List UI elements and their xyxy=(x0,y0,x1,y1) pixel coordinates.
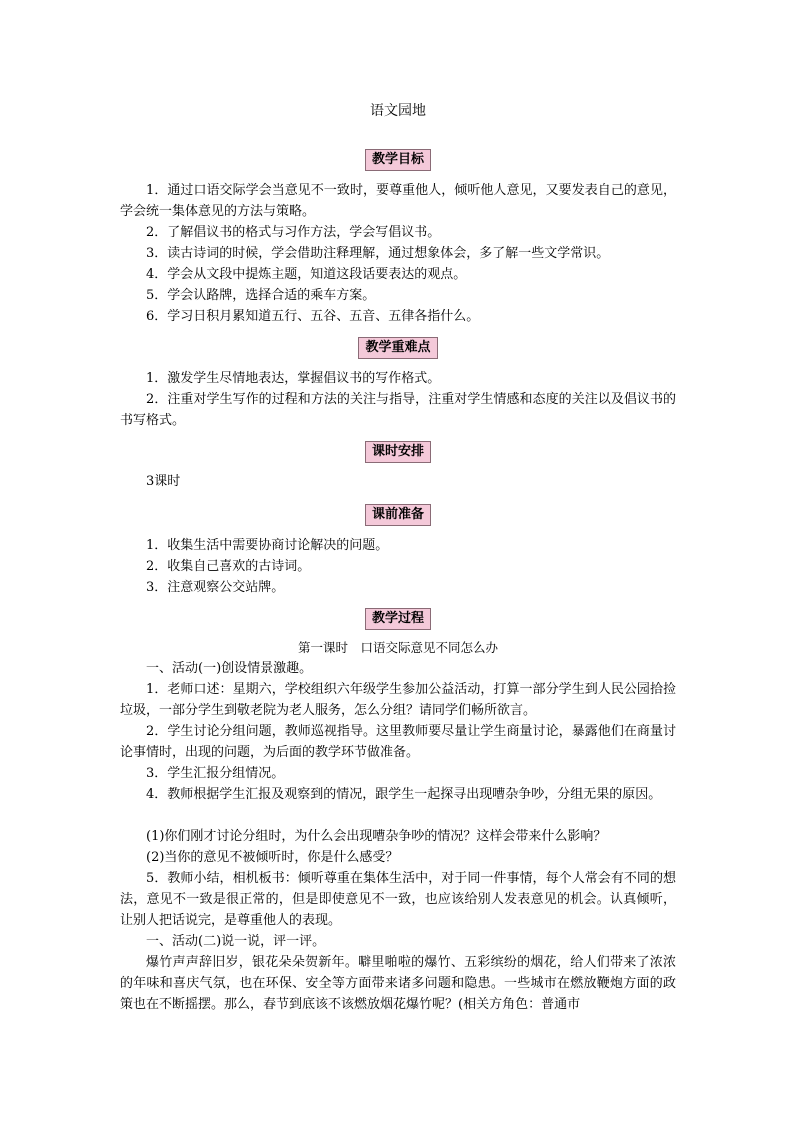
goal-item: 5．学会认路牌，选择合适的乘车方案。 xyxy=(146,288,376,303)
section-heading-schedule: 课时安排 xyxy=(120,440,676,463)
goal-item: 2．了解倡议书的格式与习作方法，学会写倡议书。 xyxy=(146,225,441,240)
process-item: 4．教师根据学生汇报及观察到的情况，跟学生一起探寻出现嘈杂争吵，分组无果的原因。 xyxy=(146,787,662,802)
prep-item: 1．收集生活中需要协商讨论解决的问题。 xyxy=(146,538,389,553)
process-item: 5．教师小结，相机板书：倾听尊重在集体生活中，对于同一件事情，每个人常会有不同的想法，意见不一致是很正常的，但是即使意见不一致，也应该给别人发表意见的机会。认真倾听，让别人把话说完，是尊重他人的表现。 xyxy=(120,871,676,928)
lesson-subtitle: 第一课时 口语交际意见不同怎么办 xyxy=(297,640,498,655)
goal-item: 6．学习日积月累知道五行、五谷、五音、五律各指什么。 xyxy=(146,309,480,324)
goal-item: 1．通过口语交际学会当意见不一致时，要尊重他人，倾听他人意见，又要发表自己的意见，学会统一集体意见的方法与策略。 xyxy=(120,183,676,219)
schedule-text: 3课时 xyxy=(146,474,181,489)
goal-item: 3．读古诗词的时候，学会借助注释理解，通过想象体会，多了解一些文学常识。 xyxy=(146,246,610,261)
prep-item: 3．注意观察公交站牌。 xyxy=(146,580,285,595)
process-item: (1)你们刚才讨论分组时，为什么会出现嘈杂争吵的情况？这样会带来什么影响？ xyxy=(146,829,607,844)
process-item: 2．学生讨论分组问题，教师巡视指导。这里教师要尽量让学生商量讨论，暴露他们在商量讨论事情时，出现的问题，为后面的教学环节做准备。 xyxy=(120,724,676,760)
goal-item: 4．学会从文段中提炼主题，知道这段话要表达的观点。 xyxy=(146,267,467,282)
process-item: 1．老师口述：星期六，学校组织六年级学生参加公益活动，打算一部分学生到人民公园拾捡垃圾，一部分学生到敬老院为老人服务，怎么分组？请同学们畅所欲言。 xyxy=(120,682,676,718)
section-heading-keypoints: 教学重难点 xyxy=(120,336,676,359)
document-title: 语文园地 xyxy=(370,103,426,119)
process-item: 爆竹声声辞旧岁，银花朵朵贺新年。噼里啪啦的爆竹、五彩缤纷的烟花，给人们带来了浓浓的年味和喜庆气氛，也在环保、安全等方面带来诸多问题和隐患。一些城市在燃放鞭炮方面的政策也在不断摇摆。那么，春节到底该不该燃放烟花爆竹呢？(相关方角色：普通市 xyxy=(120,955,676,1012)
process-item: (2)当你的意见不被倾听时，你是什么感受？ xyxy=(146,850,399,865)
process-item: 3．学生汇报分组情况。 xyxy=(146,766,285,781)
prep-item: 2．收集自己喜欢的古诗词。 xyxy=(146,559,311,574)
keypoint-item: 1．激发学生尽情地表达，掌握倡议书的写作格式。 xyxy=(146,371,441,386)
keypoint-item: 2．注重对学生写作的过程和方法的关注与指导，注重对学生情感和态度的关注以及倡议书的书写格式。 xyxy=(120,392,676,428)
section-heading-prep: 课前准备 xyxy=(120,503,676,526)
section-heading-process: 教学过程 xyxy=(120,607,676,630)
process-item: 一、活动(一)创设情景激趣。 xyxy=(146,661,313,676)
section-heading-goals: 教学目标 xyxy=(120,148,676,171)
process-item: 一、活动(二)说一说，评一评。 xyxy=(146,934,326,949)
